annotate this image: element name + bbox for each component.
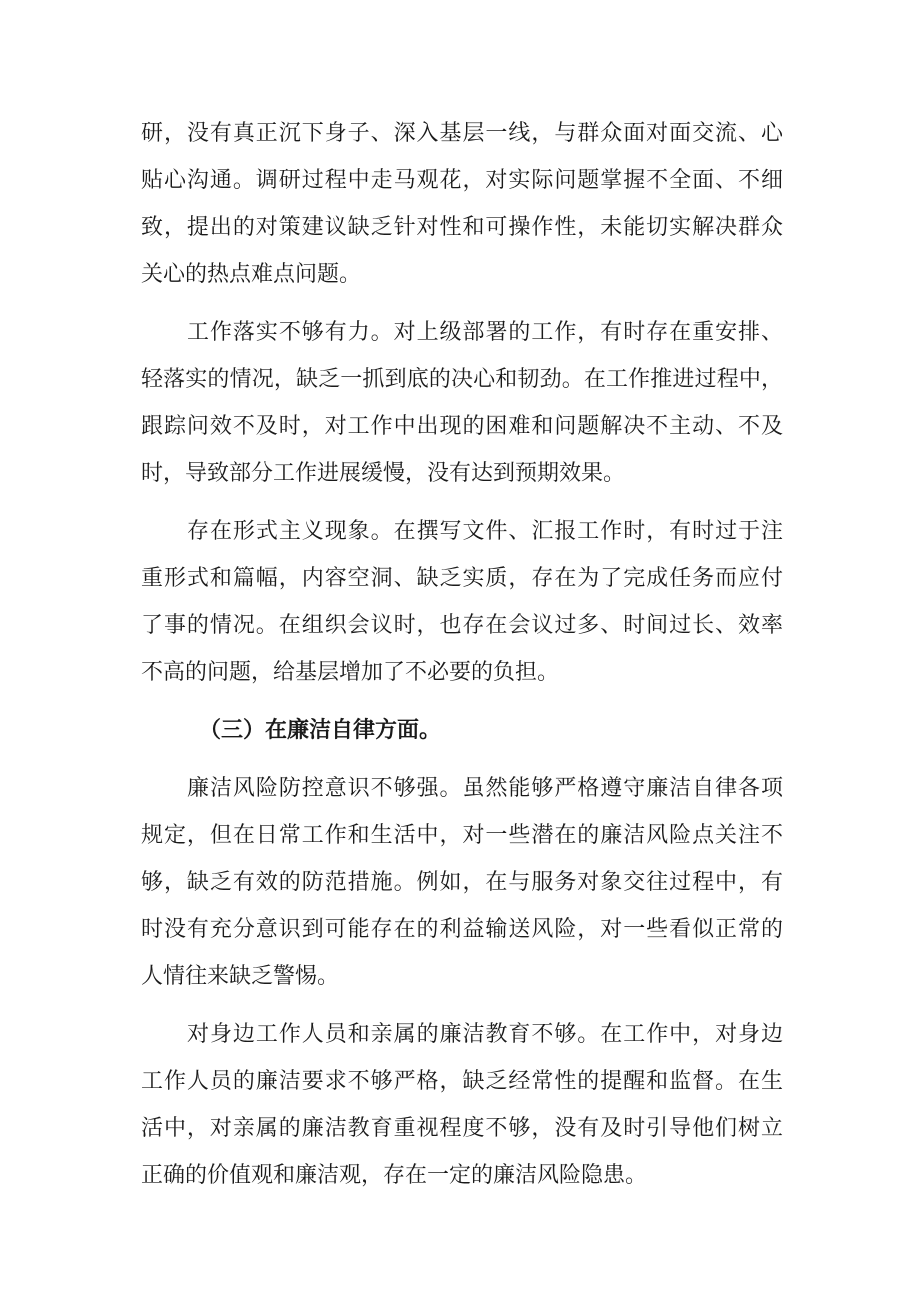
text-line: 活中，对亲属的廉洁教育重视程度不够，没有及时引导他们树立 — [141, 1116, 783, 1141]
text-line: 时没有充分意识到可能存在的利益输送风险，对一些看似正常的 — [141, 917, 783, 942]
text-line: 工作落实不够有力。对上级部署的工作，有时存在重安排、 — [187, 320, 783, 345]
paragraph-research — [141, 110, 783, 298]
text-line: 研，没有真正沉下身子、深入基层一线，与群众面对面交流、心 — [141, 121, 783, 146]
paragraph-formalism — [141, 508, 783, 696]
text-line: 致，提出的对策建议缺乏针对性和可操作性，未能切实解决群众 — [141, 215, 783, 240]
document-body — [141, 110, 783, 1210]
text-line: 廉洁风险防控意识不够强。虽然能够严格遵守廉洁自律各项 — [187, 776, 783, 801]
paragraph-integrity-risk — [141, 765, 783, 1000]
text-line: 重形式和篇幅，内容空洞、缺乏实质，存在为了完成任务而应付 — [141, 566, 783, 591]
text-line: 工作人员的廉洁要求不够严格，缺乏经常性的提醒和监督。在生 — [141, 1069, 783, 1094]
paragraph-integrity-education — [141, 1011, 783, 1199]
text-line: 对身边工作人员和亲属的廉洁教育不够。在工作中，对身边 — [187, 1022, 783, 1047]
text-line: 关心的热点难点问题。 — [141, 262, 362, 287]
text-line: 了事的情况。在组织会议时，也存在会议过多、时间过长、效率 — [141, 613, 783, 638]
text-line: 规定，但在日常工作和生活中，对一些潜在的廉洁风险点关注不 — [141, 823, 783, 848]
text-line: 人情往来缺乏警惕。 — [141, 964, 340, 989]
text-line: 存在形式主义现象。在撰写文件、汇报工作时，有时过于注 — [187, 519, 783, 544]
text-line: 跟踪问效不及时，对工作中出现的困难和问题解决不主动、不及 — [141, 414, 783, 439]
text-line: 够，缺乏有效的防范措施。例如，在与服务对象交往过程中，有 — [141, 870, 783, 895]
text-line: 正确的价值观和廉洁观，存在一定的廉洁风险隐患。 — [141, 1163, 648, 1188]
section-heading: （三）在廉洁自律方面。 — [199, 718, 442, 743]
text-line: 不高的问题，给基层增加了不必要的负担。 — [141, 660, 560, 685]
text-line: 轻落实的情况，缺乏一抓到底的决心和韧劲。在工作推进过程中， — [141, 367, 783, 392]
paragraph-work-implementation — [141, 309, 783, 497]
text-line: 贴心沟通。调研过程中走马观花，对实际问题掌握不全面、不细 — [141, 168, 783, 193]
text-line: 时，导致部分工作进展缓慢，没有达到预期效果。 — [141, 461, 626, 486]
